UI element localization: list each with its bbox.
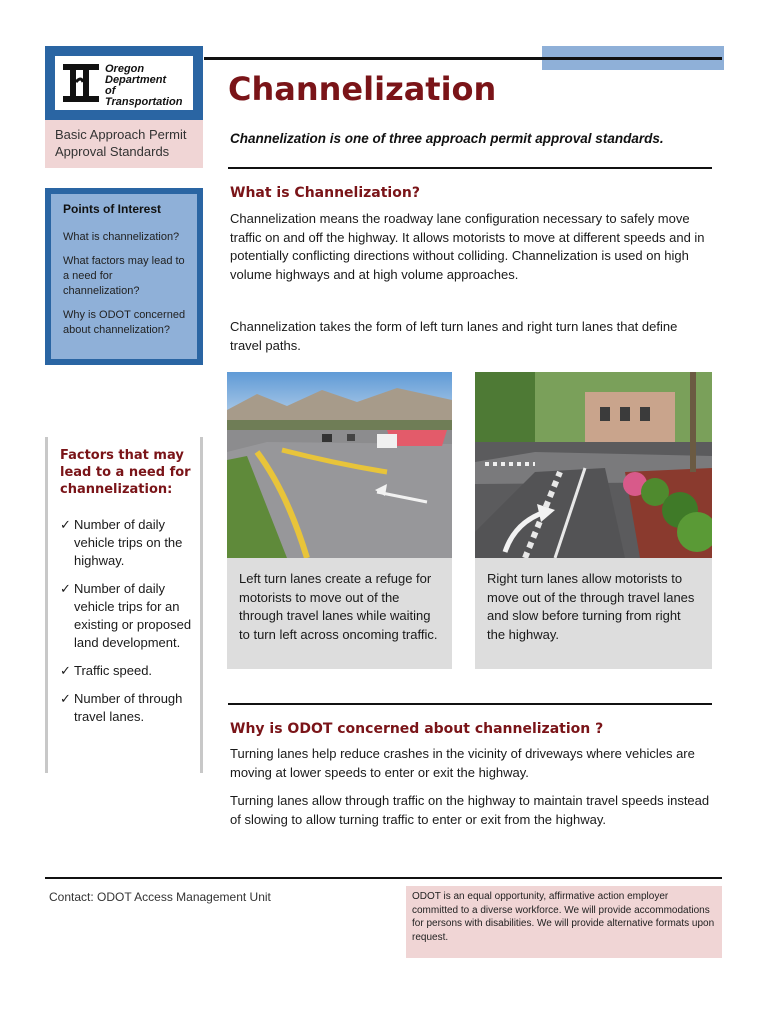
sidebar-subtitle: Basic Approach Permit Approval Standards — [45, 120, 203, 168]
odot-logo-mark-icon — [61, 62, 101, 104]
list-item — [60, 662, 195, 680]
section-paragraph: Channelization means the roadway lane configuration necessary to safely move traffic on and off the highway. It allows motorists to move at different speeds and in potentially conflicting directions without colliding. Channelization is used on high volume highways and at high volume approaches. — [230, 211, 705, 282]
section-heading-what-is: What is Channelization? — [230, 185, 420, 201]
left-turn-lane-illustration — [227, 372, 452, 558]
logo-line-1: Oregon — [105, 63, 145, 75]
header-rule — [204, 57, 722, 60]
checkmark-icon: ✓ — [60, 691, 71, 706]
factor-text: Traffic speed. — [74, 663, 153, 678]
right-turn-lane-photo — [475, 372, 712, 558]
lead-statement: Channelization is one of three approach permit approval standards. — [230, 131, 664, 146]
points-of-interest-panel — [51, 194, 197, 359]
divider — [228, 703, 712, 705]
factor-text: Number of daily vehicle trips on the highway. — [74, 517, 183, 568]
factors-title: Factors that may lead to a need for channelization: — [60, 448, 191, 497]
factors-left-border — [45, 437, 48, 773]
poi-item-what-is: What is channelization? — [63, 231, 180, 243]
points-of-interest-title: Points of Interest — [63, 202, 162, 216]
right-turn-lane-illustration — [475, 372, 712, 558]
odot-logo — [45, 46, 203, 120]
left-turn-lane-photo — [227, 372, 452, 558]
section-paragraph: Channelization takes the form of left turn lanes and right turn lanes that define travel paths. — [230, 319, 678, 353]
list-item — [60, 690, 195, 726]
checkmark-icon: ✓ — [60, 581, 71, 596]
right-turn-caption: Right turn lanes allow motorists to move out of the through travel lanes and slow before turning from right the highway. — [475, 558, 712, 669]
factor-text: Number of through travel lanes. — [74, 691, 183, 724]
section-paragraph: Turning lanes help reduce crashes in the vicinity of driveways where vehicles are moving at lower speeds to enter or exit the highway. — [230, 746, 695, 780]
list-item — [60, 516, 195, 570]
page-title: Channelization — [228, 70, 497, 108]
logo-text — [105, 64, 193, 108]
factor-text: Number of daily vehicle trips for an existing or proposed land development. — [74, 581, 192, 650]
checkmark-icon: ✓ — [60, 517, 71, 532]
divider — [228, 167, 712, 169]
logo-line-3: of Transportation — [105, 85, 183, 108]
eeo-statement: ODOT is an equal opportunity, affirmative action employer committed to a diverse workforce. We will provide accommodations for persons with disabilities. We will provide alternative formats upon request. — [406, 886, 722, 958]
points-of-interest-box — [45, 188, 203, 365]
checkmark-icon: ✓ — [60, 663, 71, 678]
poi-item-factors: What factors may lead to a need for channelization? — [63, 255, 185, 297]
list-item — [60, 580, 195, 652]
factors-right-border — [200, 437, 203, 773]
footer-rule — [45, 877, 722, 879]
poi-item-why-concerned: Why is ODOT concerned about channelization? — [63, 309, 186, 336]
section-heading-why-concerned: Why is ODOT concerned about channelization ? — [230, 721, 604, 737]
contact-line: Contact: ODOT Access Management Unit — [49, 890, 271, 904]
factors-list — [60, 516, 195, 736]
logo-panel — [55, 56, 193, 110]
section-paragraph: Turning lanes allow through traffic on the highway to maintain travel speeds instead of slowing to allow turning traffic to enter or exit from the highway. — [230, 793, 710, 827]
logo-line-2: Department — [105, 74, 167, 86]
left-turn-caption: Left turn lanes create a refuge for motorists to move out of the through travel lanes while waiting to turn left across oncoming traffic. — [227, 558, 452, 669]
